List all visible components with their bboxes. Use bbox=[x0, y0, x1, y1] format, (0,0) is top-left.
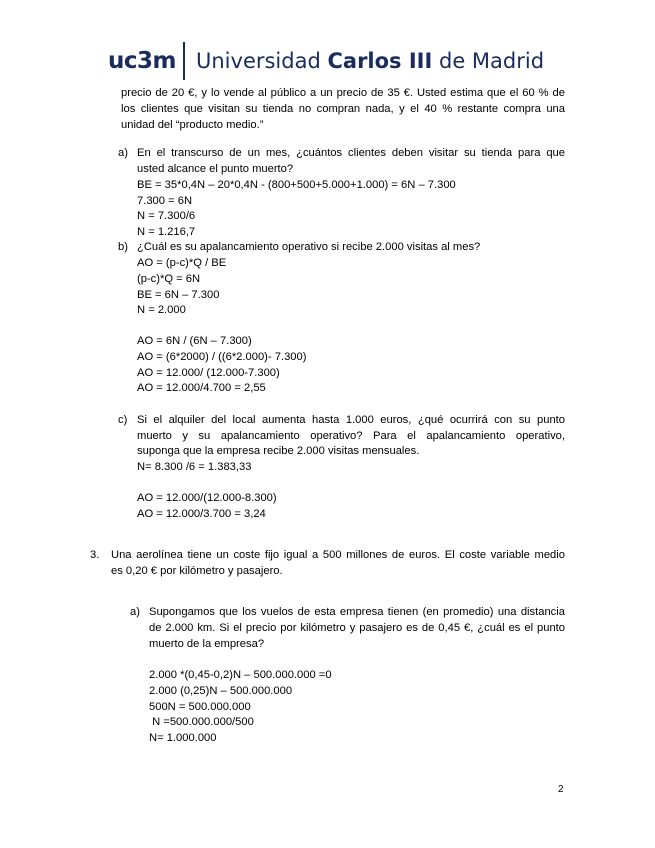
calc-line: N= 1.000.000 bbox=[149, 732, 217, 744]
question-line: Una aerolínea tiene un coste fijo igual a 500 millones de euros. El coste variable medio bbox=[111, 549, 565, 561]
question-line: es 0,20 € por kilómetro y pasajero. bbox=[111, 565, 283, 577]
calc-line: AO = 12.000/(12.000-8.300) bbox=[137, 492, 277, 504]
question-line: usted alcance el punto muerto? bbox=[137, 163, 294, 175]
page-number: 2 bbox=[558, 784, 564, 795]
question-line: muerto de la empresa? bbox=[149, 638, 265, 650]
calc-line: (p-c)*Q = 6N bbox=[137, 273, 201, 285]
question-line: En el transcurso de un mes, ¿cuántos clientes deben visitar su tienda para que bbox=[137, 147, 565, 159]
calc-line: BE = 35*0,4N – 20*0,4N - (800+500+5.000+1.000) = 6N – 7.300 bbox=[137, 179, 456, 191]
calc-line: AO = 12.000/ (12.000-7.300) bbox=[137, 367, 280, 379]
university-name: Universidad Carlos III de Madrid bbox=[196, 49, 545, 73]
question-line: ¿Cuál es su apalancamiento operativo si recibe 2.000 visitas al mes? bbox=[137, 241, 481, 253]
calc-line: AO = (p-c)*Q / BE bbox=[137, 257, 227, 269]
calc-line: AO = 12.000/4.700 = 2,55 bbox=[137, 382, 266, 394]
question-line: de 2.000 km. Si el precio por kilómetro y pasajero es de 0,45 €, ¿cuál es el punto bbox=[149, 622, 565, 634]
question-line: suponga que la empresa recibe 2.000 visitas mensuales. bbox=[137, 445, 420, 457]
item-marker: b) bbox=[118, 241, 128, 253]
uc3m-logo: uc3m bbox=[108, 48, 176, 74]
intro-line: precio de 20 €, y lo vende al público a un precio de 35 €. Usted estima que el 60 % de bbox=[121, 87, 565, 99]
question-line: muerto y su apalancamiento operativo? Para el apalancamiento operativo, bbox=[137, 430, 565, 442]
calc-line: N = 7.300/6 bbox=[137, 210, 196, 222]
intro-line: unidad del “producto medio.” bbox=[121, 119, 264, 131]
university-header bbox=[0, 42, 655, 82]
item-marker: a) bbox=[118, 147, 128, 159]
calc-line: N= 8.300 /6 = 1.383,33 bbox=[137, 461, 252, 473]
calc-line: 500N = 500.000.000 bbox=[149, 701, 251, 713]
question-number: 3. bbox=[90, 549, 100, 561]
calc-line: 7.300 = 6N bbox=[137, 195, 193, 207]
calc-line: BE = 6N – 7.300 bbox=[137, 289, 220, 301]
calc-line: 2.000 (0,25)N – 500.000.000 bbox=[149, 685, 293, 697]
calc-line: AO = 12.000/3.700 = 3,24 bbox=[137, 508, 266, 520]
calc-line: N = 2.000 bbox=[137, 304, 186, 316]
calc-line: N = 1.216,7 bbox=[137, 226, 196, 238]
calc-line: 2.000 *(0,45-0,2)N – 500.000.000 =0 bbox=[149, 669, 332, 681]
intro-line: los clientes que visitan su tienda no compran nada, y el 40 % restante compra una bbox=[121, 103, 565, 115]
item-marker: a) bbox=[130, 606, 140, 618]
calc-line: AO = (6*2000) / ((6*2.000)- 7.300) bbox=[137, 351, 307, 363]
logo-divider bbox=[183, 42, 185, 80]
item-marker: c) bbox=[118, 414, 128, 426]
calc-line: N =500.000.000/500 bbox=[149, 716, 254, 728]
question-line: Si el alquiler del local aumenta hasta 1.000 euros, ¿qué ocurrirá con su punto bbox=[137, 414, 565, 426]
question-line: Supongamos que los vuelos de esta empresa tienen (en promedio) una distancia bbox=[149, 606, 565, 618]
calc-line: AO = 6N / (6N – 7.300) bbox=[137, 335, 252, 347]
